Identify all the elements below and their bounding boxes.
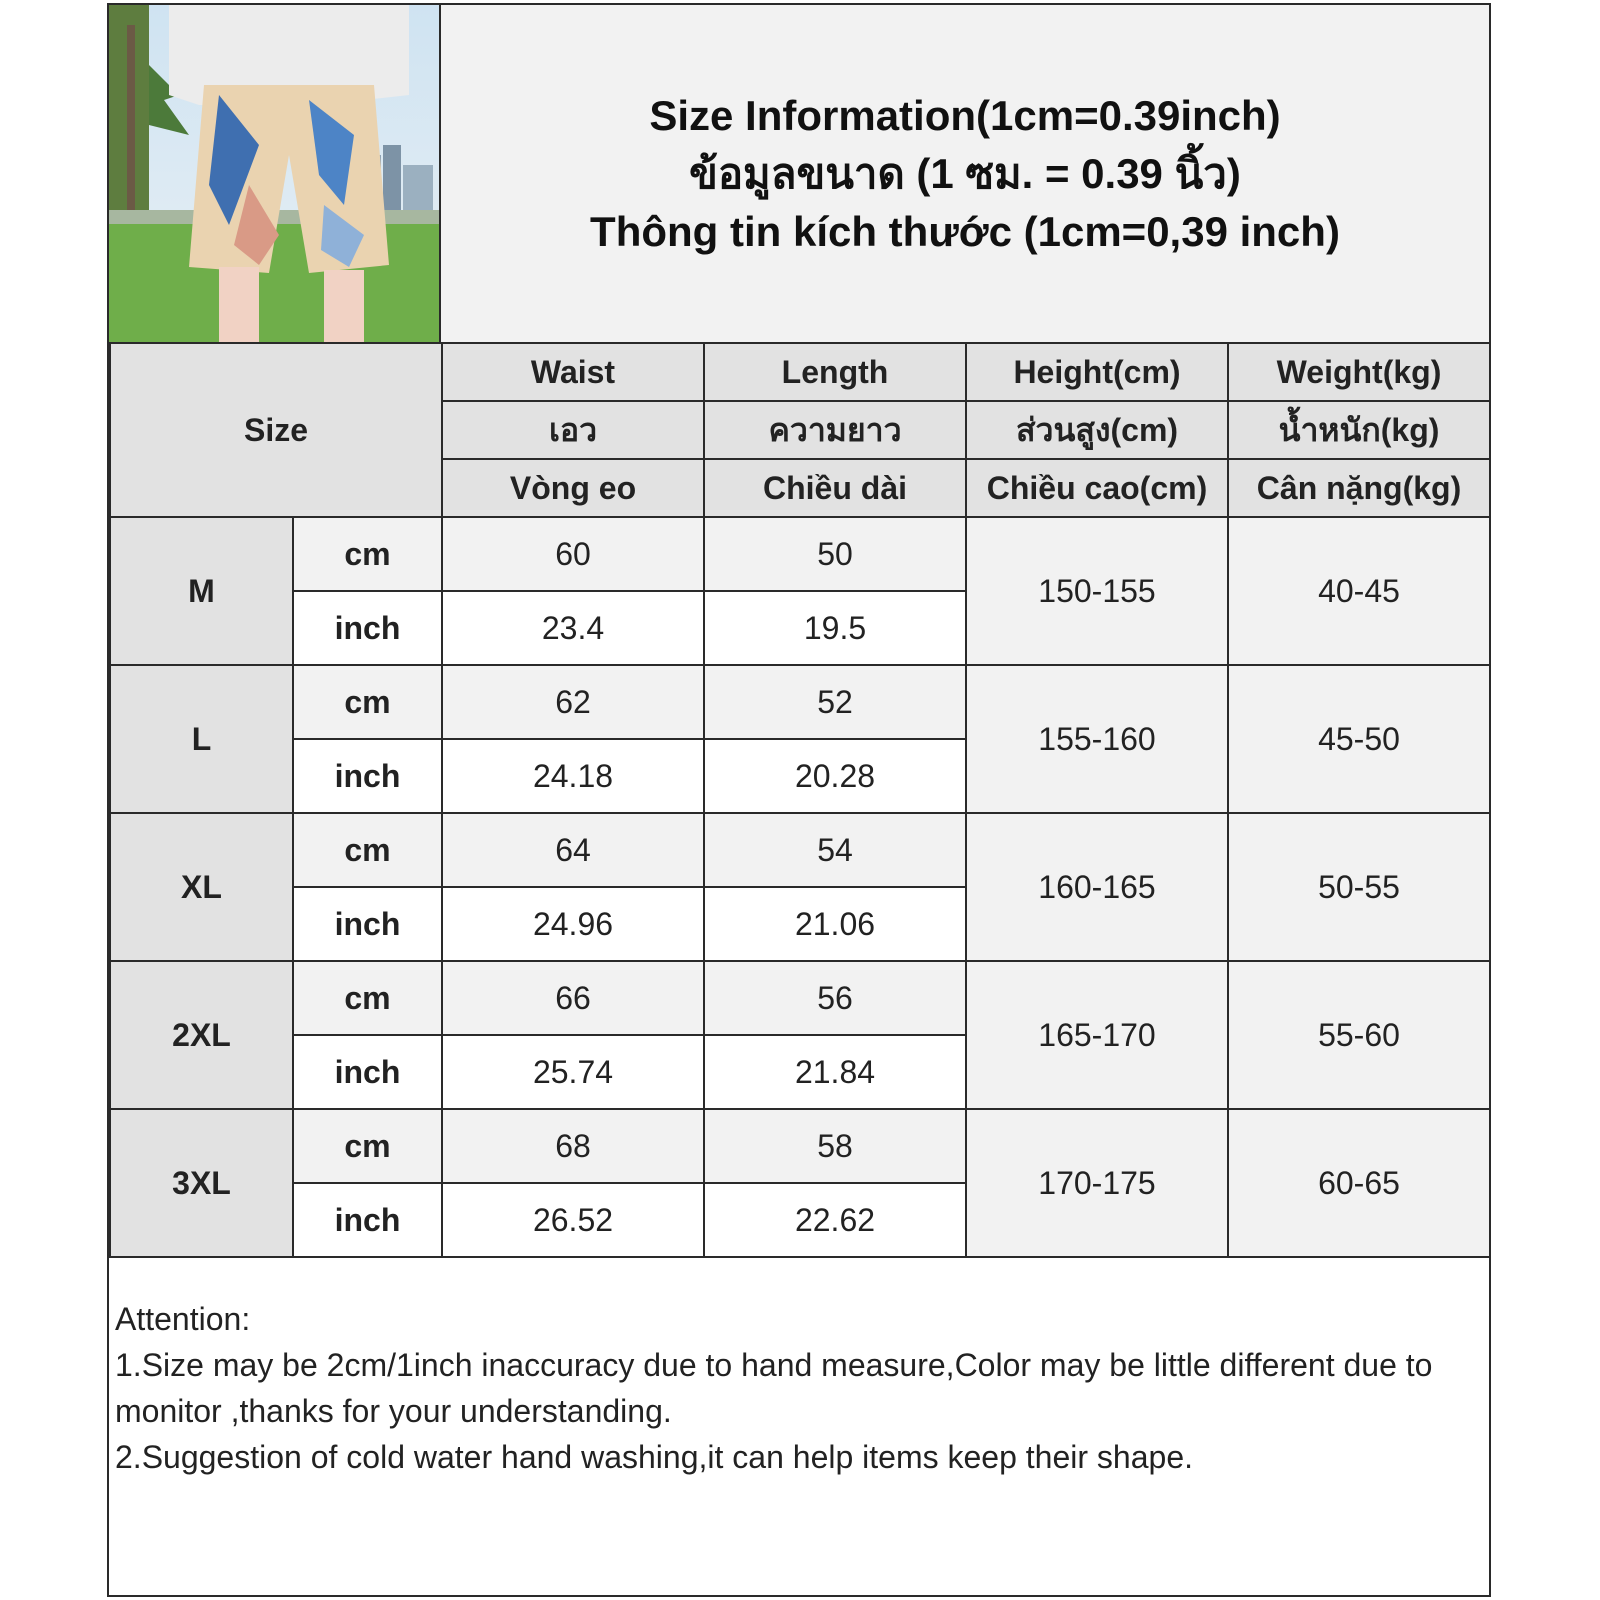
- col-header-waist-th: เอว: [442, 401, 704, 459]
- size-label: 3XL: [110, 1109, 293, 1257]
- table-row: [110, 665, 1490, 739]
- waist-cm: 62: [442, 665, 704, 739]
- col-header-waist-vi: Vòng eo: [442, 459, 704, 517]
- size-header: Size: [110, 343, 442, 517]
- length-inch: 22.62: [704, 1183, 966, 1257]
- col-header-length-vi: Chiều dài: [704, 459, 966, 517]
- waist-inch: 23.4: [442, 591, 704, 665]
- size-label: L: [110, 665, 293, 813]
- weight-range: 40-45: [1228, 517, 1490, 665]
- waist-inch: 24.18: [442, 739, 704, 813]
- attention-notes: [109, 1290, 1489, 1595]
- waist-inch: 25.74: [442, 1035, 704, 1109]
- unit-cm: cm: [293, 665, 442, 739]
- unit-inch: inch: [293, 1035, 442, 1109]
- col-header-height-th: ส่วนสูง(cm): [966, 401, 1228, 459]
- unit-inch: inch: [293, 591, 442, 665]
- length-inch: 19.5: [704, 591, 966, 665]
- unit-cm: cm: [293, 961, 442, 1035]
- weight-range: 55-60: [1228, 961, 1490, 1109]
- table-row: [110, 517, 1490, 591]
- length-inch: 21.84: [704, 1035, 966, 1109]
- table-row: [110, 813, 1490, 887]
- length-cm: 54: [704, 813, 966, 887]
- waist-cm: 64: [442, 813, 704, 887]
- size-label: 2XL: [110, 961, 293, 1109]
- unit-inch: inch: [293, 739, 442, 813]
- waist-inch: 26.52: [442, 1183, 704, 1257]
- product-photo: [109, 5, 441, 342]
- unit-cm: cm: [293, 517, 442, 591]
- unit-inch: inch: [293, 887, 442, 961]
- waist-cm: 60: [442, 517, 704, 591]
- table-row: [110, 961, 1490, 1035]
- waist-inch: 24.96: [442, 887, 704, 961]
- col-header-weight-th: น้ำหนัก(kg): [1228, 401, 1490, 459]
- size-chart: [107, 3, 1491, 1597]
- col-header-height-vi: Chiều cao(cm): [966, 459, 1228, 517]
- attention-heading: Attention:: [115, 1301, 251, 1337]
- length-cm: 52: [704, 665, 966, 739]
- unit-inch: inch: [293, 1183, 442, 1257]
- unit-cm: cm: [293, 813, 442, 887]
- col-header-waist-en: Waist: [442, 343, 704, 401]
- col-header-weight-en: Weight(kg): [1228, 343, 1490, 401]
- height-range: 150-155: [966, 517, 1228, 665]
- waist-cm: 68: [442, 1109, 704, 1183]
- col-header-length-th: ความยาว: [704, 401, 966, 459]
- size-table: [109, 342, 1491, 1258]
- attention-note-2: 2.Suggestion of cold water hand washing,it can help items keep their shape.: [115, 1439, 1193, 1475]
- length-inch: 20.28: [704, 739, 966, 813]
- title-english: Size Information(1cm=0.39inch): [649, 91, 1281, 139]
- col-header-length-en: Length: [704, 343, 966, 401]
- weight-range: 50-55: [1228, 813, 1490, 961]
- length-inch: 21.06: [704, 887, 966, 961]
- waist-cm: 66: [442, 961, 704, 1035]
- length-cm: 58: [704, 1109, 966, 1183]
- weight-range: 60-65: [1228, 1109, 1490, 1257]
- col-header-weight-vi: Cân nặng(kg): [1228, 459, 1490, 517]
- weight-range: 45-50: [1228, 665, 1490, 813]
- table-row: [110, 1109, 1490, 1183]
- length-cm: 56: [704, 961, 966, 1035]
- size-info-title: [441, 5, 1489, 342]
- size-label: XL: [110, 813, 293, 961]
- size-label: M: [110, 517, 293, 665]
- height-range: 155-160: [966, 665, 1228, 813]
- attention-note-1: 1.Size may be 2cm/1inch inaccuracy due to hand measure,Color may be little different due to monitor ,thanks for your understanding.: [115, 1347, 1433, 1429]
- height-range: 160-165: [966, 813, 1228, 961]
- title-vietnamese: Thông tin kích thước (1cm=0,39 inch): [590, 207, 1340, 255]
- height-range: 170-175: [966, 1109, 1228, 1257]
- height-range: 165-170: [966, 961, 1228, 1109]
- title-thai: ข้อมูลขนาด (1 ซม. = 0.39 นิ้ว): [689, 149, 1241, 197]
- length-cm: 50: [704, 517, 966, 591]
- col-header-height-en: Height(cm): [966, 343, 1228, 401]
- unit-cm: cm: [293, 1109, 442, 1183]
